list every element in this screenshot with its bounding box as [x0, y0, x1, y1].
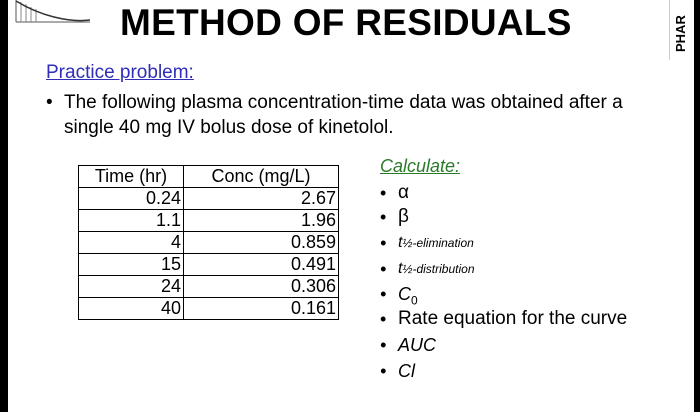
- t-half-dist-subscript: ½-distribution: [402, 262, 475, 276]
- conc-cell: 0.491: [184, 254, 339, 276]
- list-item-alpha: [378, 182, 627, 204]
- list-item-c0: [378, 282, 627, 306]
- conc-cell: 0.161: [184, 298, 339, 320]
- decay-curve-icon: [14, 0, 90, 24]
- list-item-cl: [378, 358, 627, 384]
- time-cell: 4: [79, 232, 184, 254]
- problem-statement: [46, 90, 646, 140]
- auc-text: AUC: [398, 335, 437, 355]
- calculate-heading: Calculate:: [380, 156, 461, 176]
- conc-cell: 0.859: [184, 232, 339, 254]
- slide: [8, 0, 694, 412]
- time-cell: 1.1: [79, 210, 184, 232]
- bullet-dot: •: [46, 92, 53, 113]
- beta-symbol: β: [398, 206, 409, 227]
- page-title: METHOD OF RESIDUALS: [120, 2, 572, 43]
- conc-cell: 0.306: [184, 276, 339, 298]
- list-item-half-life-elimination: [378, 230, 627, 256]
- c-symbol: C: [398, 284, 411, 304]
- rate-equation-text: Rate equation for the curve: [398, 308, 628, 329]
- table-row: [79, 232, 339, 254]
- column-header-time: Time (hr): [79, 166, 184, 188]
- table-header-row: [79, 166, 339, 188]
- c0-subscript: 0: [411, 293, 418, 308]
- column-header-conc: Conc (mg/L): [184, 166, 339, 188]
- t-half-elim-subscript: ½-elimination: [402, 236, 474, 250]
- list-item-half-life-distribution: [378, 256, 627, 282]
- side-tab-label: PHAR: [673, 15, 688, 52]
- time-cell: 0.24: [79, 188, 184, 210]
- t-symbol: t: [398, 260, 403, 277]
- conc-cell: 2.67: [184, 188, 339, 210]
- table-row: [79, 276, 339, 298]
- time-cell: 24: [79, 276, 184, 298]
- time-cell: 40: [79, 298, 184, 320]
- concentration-time-table: [78, 165, 339, 320]
- cl-text: Cl: [398, 361, 415, 381]
- time-cell: 15: [79, 254, 184, 276]
- list-item-beta: [378, 204, 627, 230]
- list-item-auc: [378, 332, 627, 358]
- alpha-symbol: α: [398, 182, 409, 203]
- table-row: [79, 188, 339, 210]
- list-item-rate-equation: [378, 306, 627, 332]
- problem-text: The following plasma concentration-time data was obtained after a single 40 mg IV bolus dose of kinetolol.: [64, 92, 623, 138]
- calculate-list: [378, 182, 627, 384]
- table-row: [79, 298, 339, 320]
- t-symbol: t: [398, 234, 403, 251]
- practice-problem-heading: Practice problem:: [46, 62, 194, 83]
- conc-cell: 1.96: [184, 210, 339, 232]
- table-row: [79, 254, 339, 276]
- side-tab: [669, 0, 694, 60]
- table-row: [79, 210, 339, 232]
